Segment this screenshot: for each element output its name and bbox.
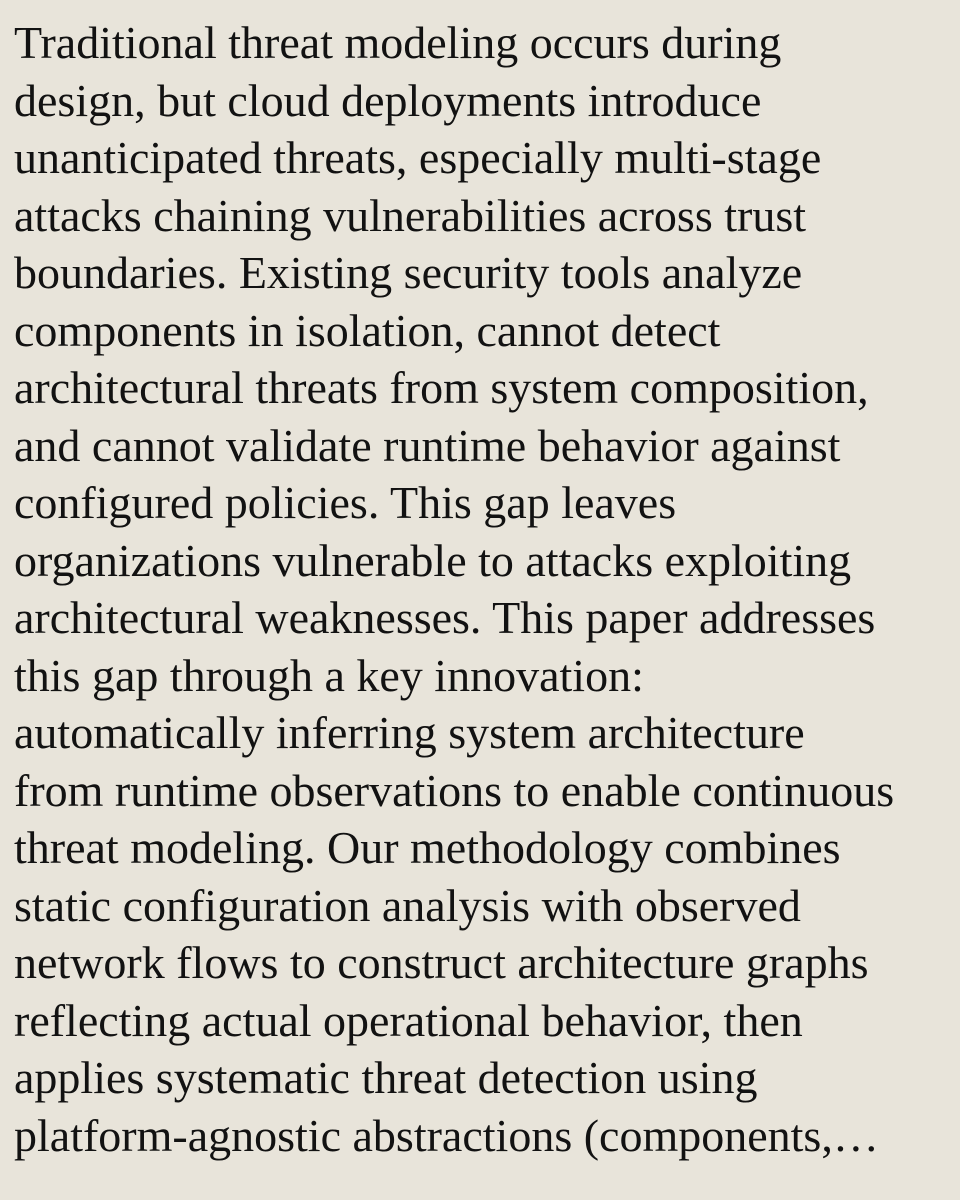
text-line: architectural weaknesses. This paper addresses (14, 592, 876, 643)
text-line: components in isolation, cannot detect (14, 304, 721, 356)
text-line: threat modeling. Our methodology combines (14, 822, 841, 873)
text-line: reflecting actual operational behavior, then (14, 994, 803, 1046)
text-line: network flows to construct architecture graphs (14, 937, 869, 988)
text-line: applies systematic threat detection using (14, 1052, 758, 1103)
text-line: boundaries. Existing security tools analyze (14, 247, 803, 298)
abstract-text (14, 14, 954, 1164)
text-line: organizations vulnerable to attacks exploiting (14, 534, 852, 586)
text-line: platform-agnostic abstractions (components,… (14, 1109, 879, 1161)
text-line: configured policies. This gap leaves (14, 477, 677, 528)
text-line: and cannot validate runtime behavior against (14, 419, 841, 471)
text-line: from runtime observations to enable continuous (14, 764, 895, 816)
text-line: automatically inferring system architecture (14, 707, 805, 758)
text-line: design, but cloud deployments introduce (14, 74, 762, 126)
text-line: attacks chaining vulnerabilities across trust (14, 189, 806, 241)
text-line: unanticipated threats, especially multi-stage (14, 132, 822, 183)
text-line: this gap through a key innovation: (14, 649, 644, 701)
text-line: Traditional threat modeling occurs during (14, 17, 782, 68)
text-line: architectural threats from system composition, (14, 362, 869, 413)
text-line: static configuration analysis with observed (14, 879, 801, 931)
